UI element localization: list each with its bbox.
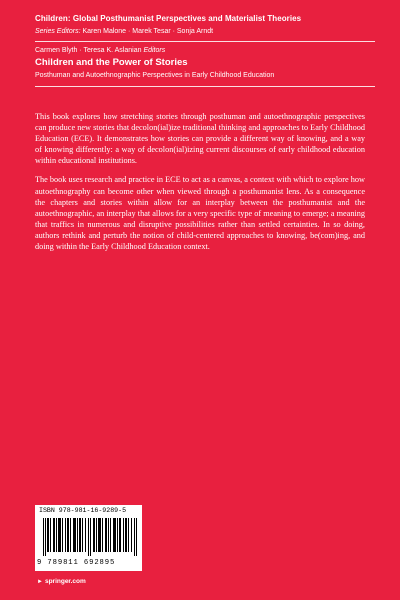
series-title: Children: Global Posthumanist Perspectives and Materialist Theories [35,14,302,23]
divider-top [35,41,375,42]
publisher-site: springer.com [44,578,86,585]
blurb-paragraph-1: This book explores how stretching stories through posthuman and autoethnographic perspectives can produce new stories that decolon(ial)ize traditional thinking and approaches to Early Childhood Education (ECE). It demonstrates how stories can provide a different way of knowing, and a way of knowing differently: a way of decolon(ial)izing current discourses of early childhood education within educational institutions. [35,112,365,166]
book-title: Children and the Power of Stories [35,57,188,68]
publisher-link[interactable] [37,578,86,585]
book-subtitle: Posthuman and Autoethnographic Perspectives in Early Childhood Education [35,72,275,79]
series-editors-label: Series Editors: [35,28,81,35]
series-editors [35,28,213,35]
barcode-digits: 9 789811 692895 [37,559,116,567]
divider-bottom [35,86,375,87]
blurb [35,111,365,260]
book-editors [35,47,165,54]
barcode-icon [43,518,137,556]
isbn-barcode-box [35,505,142,571]
series-editors-names: Karen Malone · Marek Tesar · Sonja Arndt [82,28,214,35]
book-editors-names: Carmen Blyth · Teresa K. Aslanian [35,47,142,54]
blurb-paragraph-2: The book uses research and practice in ECE to act as a canvas, a context with which to explore how autoethnography can become other when viewed through a posthumanist lens. As a consequence the chapters and stories within allow for an interplay between the posthumanist and the autoethnographic, an interplay that allows for a very specific type of meaning to emerge; a meaning that traffics in numerous and disruptive possibilities rather than settled certainties. In so doing, authors rethink and perturb the notion of child-centered approaches to knowing, be(com)ing, and doing within the Early Childhood Education context. [35,175,365,252]
book-editors-label: Editors [143,47,166,54]
arrow-right-icon: ► [37,579,43,585]
isbn-label: ISBN 978-981-16-9289-5 [39,507,127,514]
